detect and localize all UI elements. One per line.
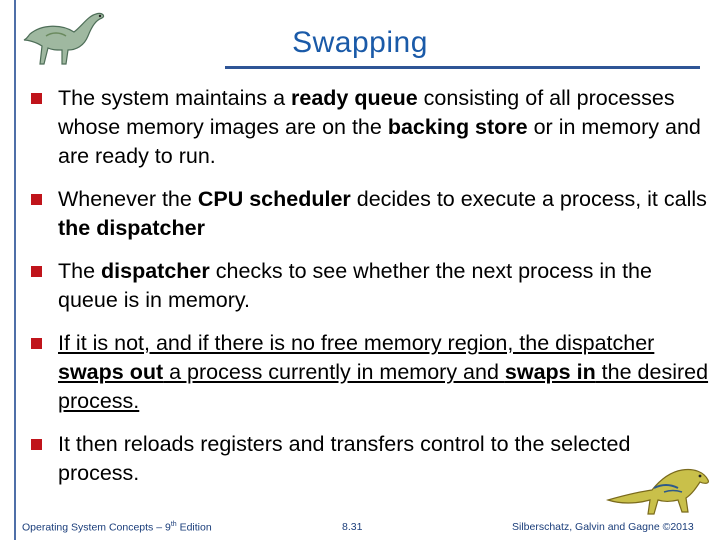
bullet-text: The system maintains a (58, 86, 292, 110)
bullet-square-icon (31, 266, 42, 277)
bullet-emphasis: CPU scheduler (197, 187, 351, 211)
bullet-square-icon (31, 439, 42, 450)
bullet-text: It then reloads registers and transfers control to the selected process. (58, 432, 631, 485)
bullet-square-icon (31, 338, 42, 349)
bullet-item (30, 257, 710, 315)
bullet-item (30, 84, 710, 171)
dinosaur-logo-icon (604, 462, 716, 518)
footer-page-number: 8.31 (342, 521, 363, 533)
bullet-text: the desired process. (58, 360, 709, 413)
bullet-square-icon (31, 93, 42, 104)
bullet-text: If it is not, and if there is no free memory region, the dispatcher (58, 331, 655, 355)
bullet-emphasis: backing store (387, 115, 528, 139)
bullet-emphasis: ready queue (291, 86, 418, 110)
bullet-text: The (58, 259, 102, 283)
bullet-emphasis: dispatcher (101, 259, 210, 283)
footer-copyright: Silberschatz, Galvin and Gagne ©2013 (512, 521, 694, 533)
bullet-emphasis: swaps in (504, 360, 596, 384)
bullet-text: decides to execute a process, it calls (350, 187, 707, 211)
slide-title: Swapping (292, 26, 428, 59)
bullet-list (30, 84, 710, 502)
left-border-line (14, 0, 16, 540)
footer-book-title: Operating System Concepts – 9th Edition (22, 521, 212, 534)
bullet-text: consisting of all processes whose memory images are on the (58, 86, 675, 139)
bullet-text: or in memory and are ready to run. (58, 115, 701, 168)
bullet-emphasis: swaps out (58, 360, 164, 384)
bullet-square-icon (31, 194, 42, 205)
bullet-emphasis: the dispatcher (58, 216, 205, 240)
bullet-item (30, 329, 710, 416)
bullet-text: Whenever the (58, 187, 198, 211)
title-underline (225, 66, 700, 69)
bullet-item (30, 185, 710, 243)
bullet-text: a process currently in memory and (163, 360, 505, 384)
bullet-text: checks to see whether the next process in the queue is in memory. (58, 259, 652, 312)
